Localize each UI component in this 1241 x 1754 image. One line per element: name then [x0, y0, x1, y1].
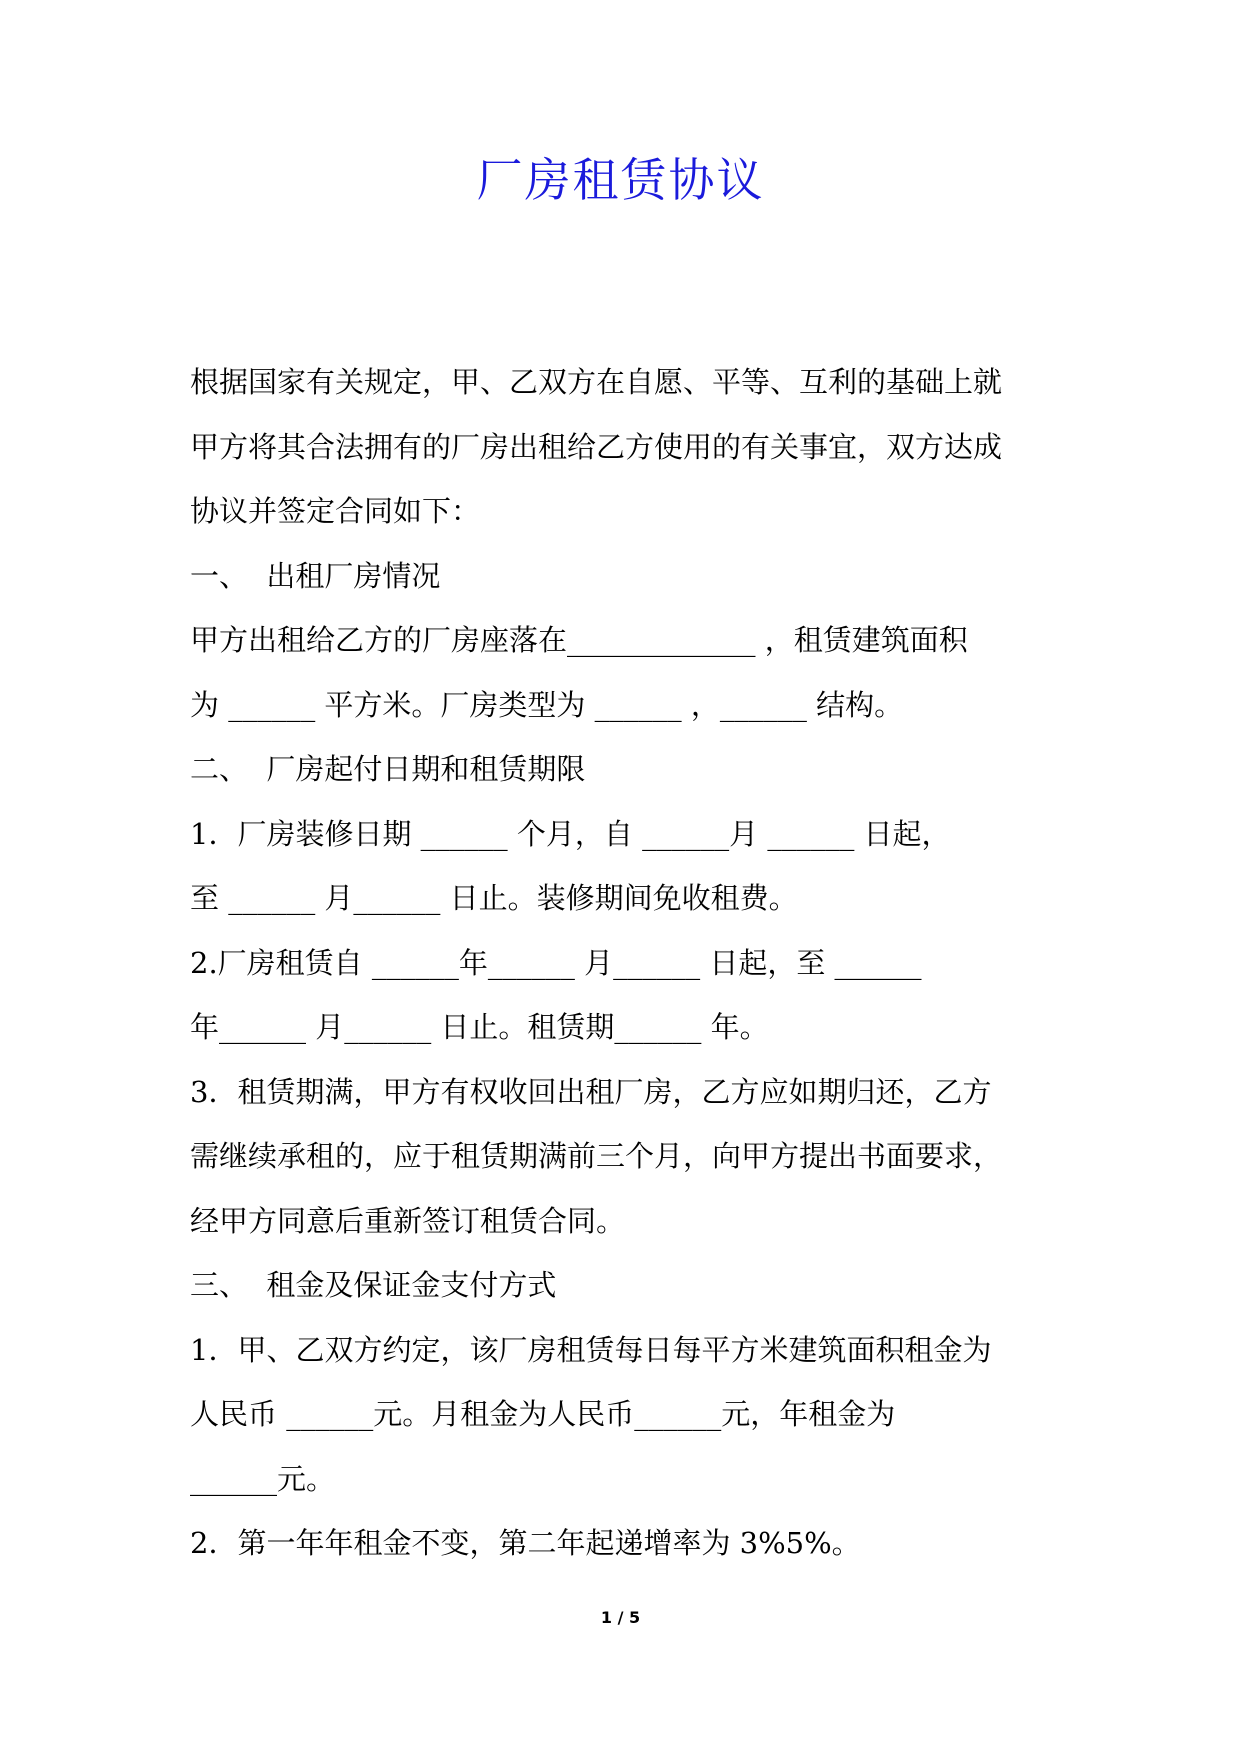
body-line: 需继续承租的，应于租赁期满前三个月，向甲方提出书面要求，	[190, 1139, 1003, 1173]
body-line: 3．租赁期满，甲方有权收回出租厂房，乙方应如期归还，乙方	[190, 1074, 992, 1109]
body-line: 年______ 月______ 日止。租赁期______ 年。	[190, 1010, 769, 1044]
body-line: 甲方将其合法拥有的厂房出租给乙方使用的有关事宜，双方达成	[190, 429, 1003, 464]
body-line: 协议并签定合同如下：	[190, 494, 481, 528]
body-line: 2.厂房租赁自 ______年______ 月______ 日起，至 ______	[190, 945, 922, 980]
body-line: 经甲方同意后重新签订租赁合同。	[190, 1203, 626, 1238]
body-line: 人民币 ______元。月租金为人民币______元，年租金为	[190, 1397, 896, 1431]
body-line: 甲方出租给乙方的厂房座落在_____________ ，租赁建筑面积	[190, 623, 968, 657]
body-line: 1．厂房装修日期 ______ 个月，自 ______月 ______ 日起，	[190, 816, 951, 851]
section-heading-1: 一、 出租厂房情况	[190, 558, 441, 593]
document-title: 厂房租赁协议	[476, 153, 765, 207]
page-number: 1 / 5	[600, 1608, 641, 1627]
body-line: 至 ______ 月______ 日止。装修期间免收租费。	[190, 881, 798, 915]
body-line: 为 ______ 平方米。厂房类型为 ______ ，______ 结构。	[190, 687, 904, 722]
body-line: 2．第一年年租金不变，第二年起递增率为 3%5%。	[190, 1526, 861, 1560]
document-body	[190, 350, 1050, 1576]
body-line: 1．甲、乙双方约定，该厂房租赁每日每平方米建筑面积租金为	[190, 1332, 992, 1367]
section-heading-3: 三、 租金及保证金支付方式	[190, 1268, 557, 1302]
section-heading-2: 二、 厂房起付日期和租赁期限	[190, 752, 586, 786]
body-line: 根据国家有关规定，甲、乙双方在自愿、平等、互利的基础上就	[190, 365, 1003, 399]
body-line: ______元。	[190, 1461, 336, 1496]
